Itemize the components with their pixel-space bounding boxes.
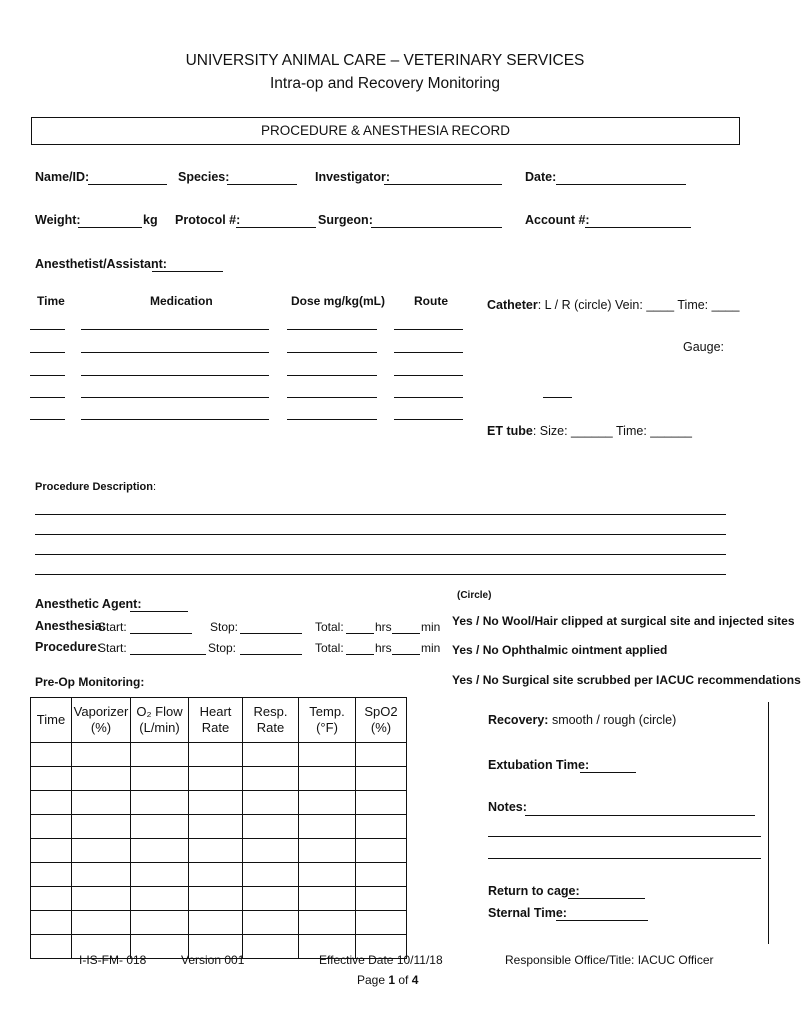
table-row	[31, 743, 407, 767]
name-id-label: Name/ID:	[35, 170, 90, 184]
table-cell[interactable]	[299, 743, 356, 767]
et-tube-label: ET tube	[487, 424, 533, 438]
med-col-dose: Dose mg/kg(mL)	[291, 294, 386, 308]
med-name-field[interactable]	[81, 397, 269, 398]
circle-instruction: (Circle)	[457, 590, 492, 601]
table-cell[interactable]	[72, 863, 131, 887]
col-header-vaporizer: Vaporizer (%)	[72, 698, 131, 743]
surgeon-label: Surgeon:	[318, 213, 373, 227]
page-edge-rule	[768, 702, 769, 944]
table-cell[interactable]	[356, 767, 407, 791]
procedure-min-field[interactable]	[392, 654, 420, 655]
med-col-medication: Medication	[150, 294, 213, 308]
table-cell[interactable]	[131, 887, 189, 911]
table-cell[interactable]	[243, 839, 299, 863]
record-title: PROCEDURE & ANESTHESIA RECORD	[260, 123, 511, 138]
anesthesia-stop-field[interactable]	[240, 633, 302, 634]
med-dose-field[interactable]	[287, 329, 377, 330]
med-time-field[interactable]	[30, 329, 65, 330]
recovery-line	[488, 713, 676, 727]
notes-line[interactable]	[488, 858, 761, 859]
table-cell[interactable]	[189, 767, 243, 791]
table-cell[interactable]	[189, 863, 243, 887]
procedure-stop-field[interactable]	[240, 654, 302, 655]
notes-label: Notes:	[488, 800, 527, 814]
procedure-stop-label: Stop:	[208, 641, 237, 655]
procedure-description-line[interactable]	[35, 514, 726, 515]
med-col-time: Time	[37, 294, 65, 308]
table-cell[interactable]	[131, 767, 189, 791]
procedure-description-label: Procedure Description:	[35, 481, 157, 493]
table-cell[interactable]	[31, 911, 72, 935]
table-cell[interactable]	[31, 887, 72, 911]
anesthetic-agent-label: Anesthetic Agent:	[35, 597, 142, 611]
med-route-field[interactable]	[394, 397, 463, 398]
anesthesia-start-field[interactable]	[130, 633, 192, 634]
anesthetic-agent-field[interactable]	[130, 611, 188, 612]
procedure-description-line[interactable]	[35, 554, 726, 555]
table-cell[interactable]	[356, 863, 407, 887]
col-header-time: Time	[31, 698, 72, 743]
table-cell[interactable]	[131, 839, 189, 863]
med-route-field[interactable]	[394, 375, 463, 376]
table-cell[interactable]	[31, 767, 72, 791]
investigator-field[interactable]	[384, 184, 502, 185]
table-cell[interactable]	[72, 743, 131, 767]
procedure-description-line[interactable]	[35, 574, 726, 575]
table-cell[interactable]	[31, 815, 72, 839]
form-id: I-IS-FM- 018	[79, 953, 147, 967]
med-time-field[interactable]	[30, 419, 65, 420]
table-row	[31, 791, 407, 815]
gauge-label: Gauge:	[683, 340, 725, 354]
surgeon-field[interactable]	[371, 227, 502, 228]
return-to-cage-label: Return to cage:	[488, 884, 580, 898]
table-cell[interactable]	[299, 815, 356, 839]
table-header-row	[31, 698, 407, 743]
procedure-hrs-unit: hrs	[375, 641, 392, 655]
table-cell[interactable]	[189, 911, 243, 935]
account-label: Account #:	[525, 213, 590, 227]
table-cell[interactable]	[243, 887, 299, 911]
med-name-field[interactable]	[81, 352, 269, 353]
anesthesia-min-unit: min	[421, 620, 441, 634]
table-row	[31, 863, 407, 887]
extubation-field[interactable]	[580, 772, 636, 773]
table-cell[interactable]	[299, 887, 356, 911]
procedure-hrs-field[interactable]	[346, 654, 374, 655]
med-time-field[interactable]	[30, 352, 65, 353]
table-cell[interactable]	[189, 839, 243, 863]
table-row	[31, 887, 407, 911]
table-cell[interactable]	[299, 911, 356, 935]
responsible-office: Responsible Office/Title: IACUC Officer	[505, 953, 714, 967]
check-item-label: Surgical site scrubbed per IACUC recommendations	[502, 673, 801, 687]
date-label: Date:	[525, 170, 557, 184]
anesthesia-hrs-unit: hrs	[375, 620, 392, 634]
table-row	[31, 767, 407, 791]
notes-field[interactable]	[525, 815, 755, 816]
med-time-field[interactable]	[30, 375, 65, 376]
table-cell[interactable]	[72, 767, 131, 791]
catheter-label: Catheter	[487, 298, 538, 312]
table-cell[interactable]	[31, 935, 72, 959]
sternal-time-label: Sternal Time:	[488, 906, 567, 920]
table-cell[interactable]	[189, 887, 243, 911]
page-number: Page 1 of 4	[357, 973, 419, 987]
preop-monitoring-table	[30, 697, 407, 959]
table-row	[31, 815, 407, 839]
table-cell[interactable]	[299, 767, 356, 791]
table-cell[interactable]	[356, 839, 407, 863]
table-cell[interactable]	[243, 935, 299, 959]
yes-no-option[interactable]: Yes / No	[452, 673, 499, 687]
anesthesia-stop-label: Stop:	[210, 620, 239, 634]
table-cell[interactable]	[31, 791, 72, 815]
table-cell[interactable]	[356, 911, 407, 935]
table-cell[interactable]	[243, 791, 299, 815]
anesthetist-label: Anesthetist/Assistant:	[35, 257, 167, 271]
extubation-label: Extubation Time:	[488, 758, 590, 772]
org-title: UNIVERSITY ANIMAL CARE – VETERINARY SERVICES	[185, 52, 585, 69]
table-cell[interactable]	[356, 791, 407, 815]
date-field[interactable]	[556, 184, 686, 185]
table-cell[interactable]	[131, 863, 189, 887]
anesthesia-label: Anesthesia:	[35, 619, 106, 633]
col-header-heart-rate: Heart Rate	[189, 698, 243, 743]
table-cell[interactable]	[131, 815, 189, 839]
table-cell[interactable]	[189, 815, 243, 839]
species-field[interactable]	[227, 184, 297, 185]
gauge-field[interactable]	[543, 397, 572, 398]
procedure-label: Procedure:	[35, 640, 101, 654]
account-field[interactable]	[585, 227, 691, 228]
table-cell[interactable]	[72, 815, 131, 839]
investigator-label: Investigator:	[315, 170, 391, 184]
yes-no-option[interactable]: Yes / No	[452, 614, 499, 628]
table-cell[interactable]	[243, 767, 299, 791]
table-row	[31, 839, 407, 863]
table-cell[interactable]	[243, 815, 299, 839]
check-item-label: Ophthalmic ointment applied	[502, 643, 668, 657]
med-dose-field[interactable]	[287, 419, 377, 420]
table-cell[interactable]	[243, 911, 299, 935]
procedure-start-label: Start:	[98, 641, 127, 655]
sternal-time-field[interactable]	[556, 920, 648, 921]
med-time-field[interactable]	[30, 397, 65, 398]
table-cell[interactable]	[131, 911, 189, 935]
effective-date: Effective Date 10/11/18	[319, 953, 443, 967]
med-name-field[interactable]	[81, 419, 269, 420]
anesthesia-start-label: Start:	[98, 620, 127, 634]
table-cell[interactable]	[299, 791, 356, 815]
notes-line[interactable]	[488, 836, 761, 837]
recovery-options[interactable]: smooth / rough (circle)	[551, 713, 677, 727]
med-route-field[interactable]	[394, 329, 463, 330]
anesthesia-min-field[interactable]	[392, 633, 420, 634]
version-label: Version 001	[181, 953, 245, 967]
protocol-label: Protocol #:	[175, 213, 241, 227]
anesthesia-total-label: Total:	[315, 620, 344, 634]
med-col-route: Route	[414, 294, 448, 308]
et-tube-line	[487, 424, 692, 438]
kg-unit: kg	[143, 213, 158, 227]
anesthesia-hrs-field[interactable]	[346, 633, 374, 634]
table-cell[interactable]	[72, 887, 131, 911]
table-cell[interactable]	[72, 839, 131, 863]
anesthetist-field[interactable]	[152, 271, 223, 272]
col-header-o2-flow: O₂ Flow (L/min)	[131, 698, 189, 743]
table-cell[interactable]	[299, 863, 356, 887]
catheter-text: : L / R (circle) Vein: ____ Time: ____	[537, 298, 740, 312]
name-id-field[interactable]	[88, 184, 167, 185]
col-header-resp-rate: Resp. Rate	[243, 698, 299, 743]
et-tube-text: : Size: ______ Time: ______	[532, 424, 692, 438]
table-cell[interactable]	[356, 815, 407, 839]
return-to-cage-field[interactable]	[568, 898, 645, 899]
procedure-total-label: Total:	[315, 641, 344, 655]
procedure-min-unit: min	[421, 641, 441, 655]
table-cell[interactable]	[72, 791, 131, 815]
yes-no-option[interactable]: Yes / No	[452, 643, 499, 657]
species-label: Species:	[178, 170, 230, 184]
med-dose-field[interactable]	[287, 375, 377, 376]
med-dose-field[interactable]	[287, 352, 377, 353]
weight-field[interactable]	[78, 227, 142, 228]
table-cell[interactable]	[31, 839, 72, 863]
table-cell[interactable]	[243, 863, 299, 887]
procedure-start-field[interactable]	[130, 654, 206, 655]
form-subtitle: Intra-op and Recovery Monitoring	[269, 75, 501, 92]
med-route-field[interactable]	[394, 419, 463, 420]
table-cell[interactable]	[243, 743, 299, 767]
table-cell[interactable]	[356, 887, 407, 911]
table-row	[31, 911, 407, 935]
table-cell[interactable]	[31, 863, 72, 887]
col-header-temp: Temp. (°F)	[299, 698, 356, 743]
col-header-spo2: SpO2 (%)	[356, 698, 407, 743]
record-title-box	[31, 117, 740, 145]
table-cell[interactable]	[131, 743, 189, 767]
weight-label: Weight:	[35, 213, 81, 227]
med-name-field[interactable]	[81, 329, 269, 330]
check-item-label: Wool/Hair clipped at surgical site and injected sites	[502, 614, 795, 628]
recovery-label: Recovery:	[488, 713, 549, 727]
catheter-line	[487, 298, 739, 312]
med-dose-field[interactable]	[287, 397, 377, 398]
table-cell[interactable]	[189, 791, 243, 815]
procedure-description-line[interactable]	[35, 534, 726, 535]
table-cell[interactable]	[189, 743, 243, 767]
table-cell[interactable]	[356, 743, 407, 767]
protocol-field[interactable]	[236, 227, 316, 228]
table-cell[interactable]	[299, 839, 356, 863]
table-cell[interactable]	[31, 743, 72, 767]
med-route-field[interactable]	[394, 352, 463, 353]
table-cell[interactable]	[72, 911, 131, 935]
table-cell[interactable]	[131, 791, 189, 815]
preop-monitoring-label: Pre-Op Monitoring:	[35, 675, 145, 689]
med-name-field[interactable]	[81, 375, 269, 376]
